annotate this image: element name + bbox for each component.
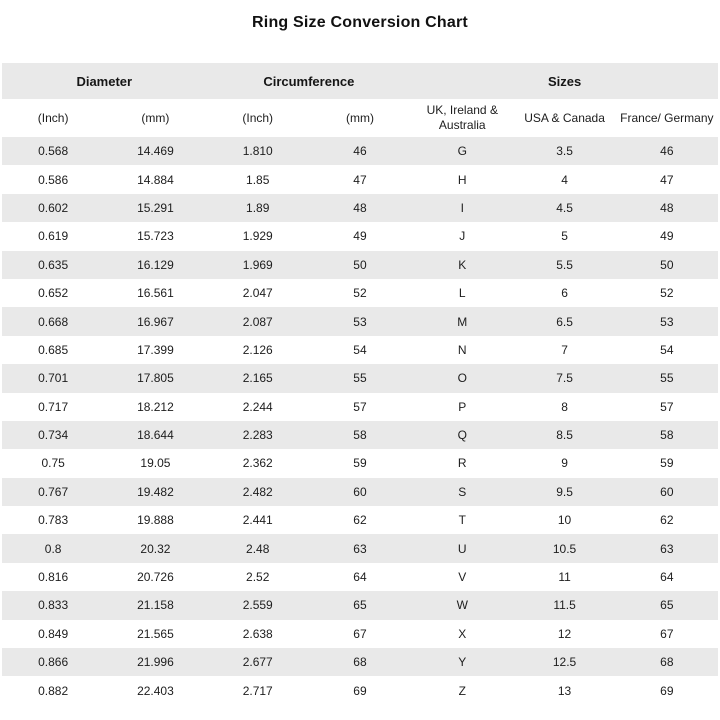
table-cell: 47 bbox=[353, 172, 367, 187]
table-cell: 2.047 bbox=[242, 286, 273, 301]
table-cell: 2.441 bbox=[242, 513, 273, 528]
table-row bbox=[2, 194, 718, 222]
table-cell: 54 bbox=[353, 342, 367, 357]
table-cell: 47 bbox=[660, 172, 674, 187]
table-cell: 14.469 bbox=[137, 144, 174, 159]
table-cell: 60 bbox=[660, 484, 674, 499]
table-cell: 0.882 bbox=[38, 683, 69, 698]
table-cell: 65 bbox=[660, 598, 674, 613]
table-cell: 46 bbox=[353, 144, 367, 159]
table-cell: 69 bbox=[660, 683, 674, 698]
table-cell: 1.85 bbox=[246, 172, 270, 187]
table-cell: 0.619 bbox=[38, 229, 69, 244]
table-cell: 49 bbox=[660, 229, 674, 244]
table-cell: 2.52 bbox=[246, 570, 270, 585]
table-row bbox=[2, 676, 718, 704]
column-header-usa-canada: USA & Canada bbox=[524, 110, 605, 125]
table-cell: N bbox=[457, 342, 467, 357]
table-cell: 64 bbox=[660, 570, 674, 585]
table-cell: 2.165 bbox=[242, 371, 273, 386]
table-cell: 16.561 bbox=[137, 286, 174, 301]
table-cell: 13 bbox=[557, 683, 572, 698]
table-cell: 68 bbox=[660, 655, 674, 670]
table-cell: S bbox=[458, 484, 467, 499]
table-cell: X bbox=[458, 626, 467, 641]
table-cell: 65 bbox=[353, 598, 367, 613]
table-cell: O bbox=[457, 371, 467, 386]
table-cell: 62 bbox=[660, 513, 674, 528]
table-row bbox=[2, 534, 718, 562]
table-cell: 8.5 bbox=[556, 428, 573, 443]
table-cell: 21.996 bbox=[137, 655, 174, 670]
table-row bbox=[2, 364, 718, 392]
table-cell: 0.652 bbox=[38, 286, 69, 301]
table-cell: P bbox=[458, 399, 467, 414]
table-cell: 57 bbox=[353, 399, 367, 414]
table-cell: L bbox=[458, 286, 466, 301]
table-cell: 48 bbox=[660, 200, 674, 215]
table-cell: 8 bbox=[561, 399, 568, 414]
table-cell: 60 bbox=[353, 484, 367, 499]
table-cell: 2.126 bbox=[242, 342, 273, 357]
table-cell: J bbox=[459, 229, 466, 244]
table-cell: 2.559 bbox=[242, 598, 273, 613]
table-cell: 19.888 bbox=[137, 513, 174, 528]
table-cell: 3.5 bbox=[556, 144, 573, 159]
table-cell: U bbox=[457, 541, 467, 556]
table-cell: 0.816 bbox=[38, 570, 69, 585]
table-cell: 0.833 bbox=[38, 598, 69, 613]
table-cell: 17.399 bbox=[137, 342, 174, 357]
table-cell: 15.291 bbox=[137, 200, 174, 215]
table-cell: 0.602 bbox=[38, 200, 69, 215]
table-cell: 2.638 bbox=[242, 626, 273, 641]
table-cell: 22.403 bbox=[137, 683, 174, 698]
table-cell: 58 bbox=[660, 428, 674, 443]
column-header-diameter-inch: (Inch) bbox=[37, 110, 69, 125]
table-cell: 2.362 bbox=[242, 456, 273, 471]
table-cell: 14.884 bbox=[137, 172, 174, 187]
table-cell: 12 bbox=[557, 626, 572, 641]
table-cell: 2.244 bbox=[242, 399, 273, 414]
table-cell: 55 bbox=[660, 371, 674, 386]
table-cell: 10 bbox=[557, 513, 572, 528]
table-cell: M bbox=[457, 314, 468, 329]
table-cell: 0.635 bbox=[38, 257, 69, 272]
table-cell: Z bbox=[458, 683, 466, 698]
table-cell: 54 bbox=[660, 342, 674, 357]
table-cell: 12.5 bbox=[552, 655, 577, 670]
table-row bbox=[2, 449, 718, 477]
table-cell: 4.5 bbox=[556, 200, 573, 215]
table-cell: 1.810 bbox=[242, 144, 273, 159]
table-cell: 64 bbox=[353, 570, 367, 585]
column-header-circumference-inch: (Inch) bbox=[242, 110, 274, 125]
table-header bbox=[2, 63, 718, 137]
table-cell: K bbox=[458, 257, 467, 272]
table-cell: I bbox=[460, 200, 464, 215]
table-cell: 0.783 bbox=[38, 513, 69, 528]
table-cell: 50 bbox=[353, 257, 367, 272]
table-row bbox=[2, 591, 718, 619]
table-cell: 0.734 bbox=[38, 428, 69, 443]
table-row bbox=[2, 478, 718, 506]
table-row bbox=[2, 336, 718, 364]
table-cell: 67 bbox=[353, 626, 367, 641]
table-cell: 2.717 bbox=[242, 683, 273, 698]
table-cell: 6.5 bbox=[556, 314, 573, 329]
table-cell: 16.129 bbox=[137, 257, 174, 272]
table-cell: 63 bbox=[353, 541, 367, 556]
column-header-row bbox=[2, 99, 718, 137]
table-cell: 21.565 bbox=[137, 626, 174, 641]
table-body bbox=[2, 137, 718, 705]
table-cell: 19.482 bbox=[137, 484, 174, 499]
table-cell: 0.685 bbox=[38, 342, 69, 357]
table-row bbox=[2, 165, 718, 193]
table-cell: 0.75 bbox=[41, 456, 65, 471]
table-cell: 11 bbox=[558, 570, 571, 585]
table-cell: Q bbox=[457, 428, 467, 443]
table-cell: 2.087 bbox=[242, 314, 273, 329]
table-cell: 59 bbox=[353, 456, 367, 471]
table-cell: 53 bbox=[353, 314, 367, 329]
column-header-uk-ireland-australia: UK, Ireland & Australia bbox=[426, 103, 498, 132]
table-cell: 2.677 bbox=[242, 655, 273, 670]
table-cell: 57 bbox=[660, 399, 674, 414]
table-row bbox=[2, 563, 718, 591]
table-row bbox=[2, 506, 718, 534]
table-cell: 9 bbox=[561, 456, 568, 471]
table-cell: 9.5 bbox=[556, 484, 573, 499]
ring-size-conversion-table bbox=[2, 63, 718, 705]
table-cell: Y bbox=[458, 655, 467, 670]
table-row bbox=[2, 393, 718, 421]
column-group-circumference: Circumference bbox=[263, 73, 355, 89]
table-cell: 2.48 bbox=[246, 541, 270, 556]
table-cell: 6 bbox=[561, 286, 568, 301]
table-row bbox=[2, 251, 718, 279]
table-cell: 52 bbox=[353, 286, 367, 301]
table-cell: 10.5 bbox=[552, 541, 577, 556]
table-cell: V bbox=[458, 570, 467, 585]
table-cell: 18.644 bbox=[137, 428, 174, 443]
table-cell: G bbox=[457, 144, 467, 159]
table-cell: 5.5 bbox=[556, 257, 573, 272]
table-cell: 53 bbox=[660, 314, 674, 329]
table-cell: 0.701 bbox=[38, 371, 69, 386]
table-cell: 7 bbox=[561, 342, 568, 357]
table-cell: 0.849 bbox=[38, 626, 69, 641]
table-row bbox=[2, 279, 718, 307]
table-cell: R bbox=[457, 456, 467, 471]
table-cell: 59 bbox=[660, 456, 674, 471]
table-cell: 20.726 bbox=[137, 570, 174, 585]
table-cell: 1.929 bbox=[242, 229, 273, 244]
table-cell: 48 bbox=[353, 200, 367, 215]
table-row bbox=[2, 421, 718, 449]
table-cell: 0.767 bbox=[38, 484, 69, 499]
column-header-diameter-mm: (mm) bbox=[141, 110, 170, 125]
table-cell: 16.967 bbox=[137, 314, 174, 329]
table-cell: 62 bbox=[353, 513, 367, 528]
table-cell: 0.668 bbox=[38, 314, 69, 329]
table-cell: 0.8 bbox=[44, 541, 62, 556]
table-cell: T bbox=[458, 513, 466, 528]
table-cell: 63 bbox=[660, 541, 674, 556]
table-cell: 0.866 bbox=[38, 655, 69, 670]
table-row bbox=[2, 137, 718, 165]
table-cell: 7.5 bbox=[556, 371, 573, 386]
table-cell: 68 bbox=[353, 655, 367, 670]
table-cell: 15.723 bbox=[137, 229, 174, 244]
table-row bbox=[2, 307, 718, 335]
table-cell: 52 bbox=[660, 286, 674, 301]
table-cell: 0.568 bbox=[38, 144, 69, 159]
table-cell: 0.586 bbox=[38, 172, 69, 187]
table-row bbox=[2, 620, 718, 648]
column-header-circumference-mm: (mm) bbox=[345, 110, 374, 125]
table-cell: 19.05 bbox=[140, 456, 171, 471]
table-cell: 69 bbox=[353, 683, 367, 698]
table-cell: 18.212 bbox=[137, 399, 174, 414]
table-cell: 1.969 bbox=[242, 257, 273, 272]
page-title: Ring Size Conversion Chart bbox=[252, 14, 468, 31]
table-cell: 21.158 bbox=[137, 598, 174, 613]
table-cell: 46 bbox=[660, 144, 674, 159]
table-cell: 2.482 bbox=[242, 484, 273, 499]
table-cell: 50 bbox=[660, 257, 674, 272]
column-header-france-germany: France/ Germany bbox=[620, 110, 714, 125]
table-cell: 4 bbox=[561, 172, 568, 187]
table-cell: 67 bbox=[660, 626, 674, 641]
table-cell: H bbox=[457, 172, 467, 187]
table-cell: 49 bbox=[353, 229, 367, 244]
column-group-row bbox=[2, 63, 718, 99]
table-cell: 11.5 bbox=[553, 598, 576, 613]
table-cell: 0.717 bbox=[38, 399, 69, 414]
column-group-sizes: Sizes bbox=[547, 73, 582, 89]
table-cell: 55 bbox=[353, 371, 367, 386]
table-cell: W bbox=[456, 598, 468, 613]
column-group-diameter: Diameter bbox=[76, 73, 133, 89]
table-cell: 58 bbox=[353, 428, 367, 443]
table-cell: 20.32 bbox=[140, 541, 171, 556]
table-cell: 17.805 bbox=[137, 371, 174, 386]
table-cell: 5 bbox=[561, 229, 568, 244]
table-cell: 1.89 bbox=[246, 200, 270, 215]
table-row bbox=[2, 222, 718, 250]
table-cell: 2.283 bbox=[242, 428, 273, 443]
table-row bbox=[2, 648, 718, 676]
